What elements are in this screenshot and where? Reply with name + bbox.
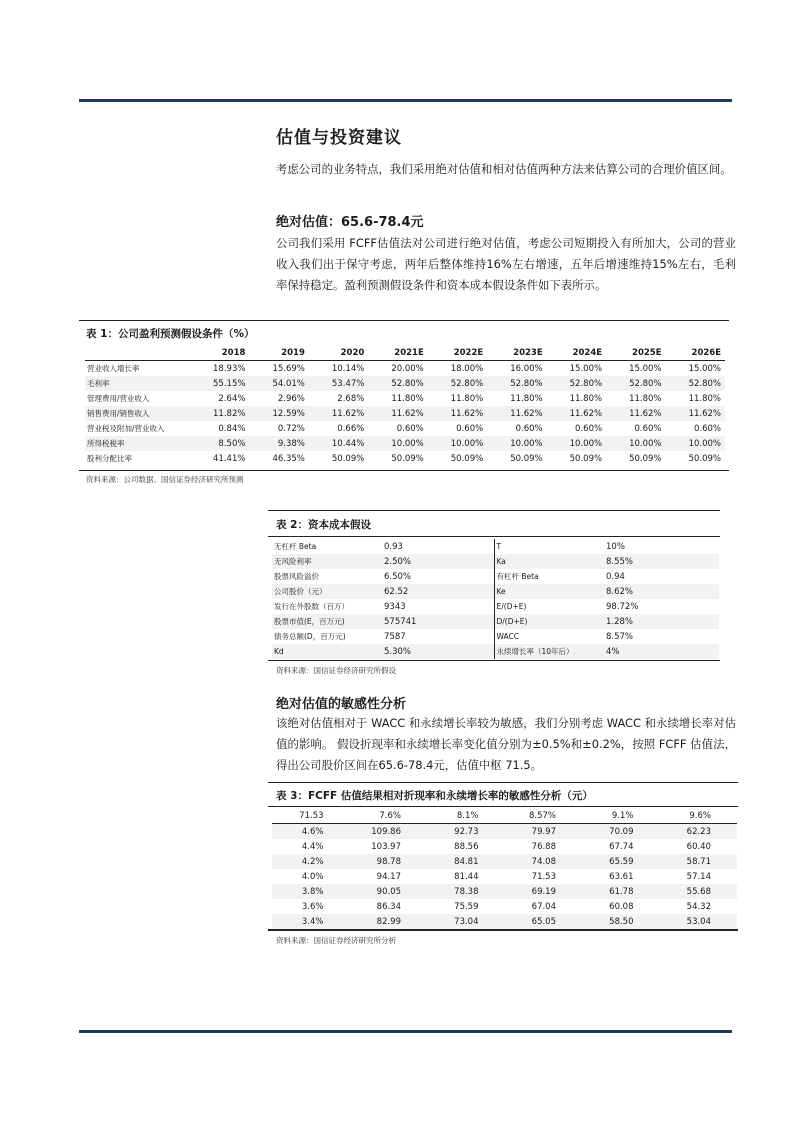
table1-top-rule <box>79 320 729 321</box>
table-row <box>272 629 719 644</box>
table-cell: 52.80% <box>368 376 427 391</box>
table-cell: 63.61 <box>609 871 634 882</box>
table-header-cell: 9.6% <box>660 808 738 824</box>
table1-header-cell: 2026E <box>666 346 726 361</box>
table-cell: 67.04 <box>531 901 556 912</box>
table-cell: 98.78 <box>350 854 428 869</box>
table-cell: 62.23 <box>660 824 738 840</box>
param-name: WACC <box>496 632 519 641</box>
table-cell: 12.59% <box>249 406 308 421</box>
table-cell: 75.59 <box>454 901 479 912</box>
table-cell: 94.17 <box>376 871 401 882</box>
param-name: E/(D+E) <box>496 602 527 611</box>
param-name: Ka <box>494 554 604 569</box>
table-cell: 10.00% <box>666 436 726 451</box>
table-header-row <box>272 808 737 824</box>
table-header-cell: 9.1% <box>582 808 660 824</box>
table-cell: 8.50% <box>190 436 249 451</box>
table-cell: 3.4% <box>272 914 350 929</box>
table-cell: 50.09% <box>331 453 365 464</box>
table-header-cell: 8.1% <box>427 808 505 824</box>
param-name: 公司股价（元） <box>272 584 382 599</box>
table-cell: 57.14 <box>686 871 711 882</box>
param-value: 62.52 <box>382 584 494 599</box>
param-value: 7587 <box>382 629 494 644</box>
table-row <box>85 376 725 391</box>
table-row <box>272 599 719 614</box>
param-name: 永续增长率（10年后） <box>494 644 604 659</box>
table-row <box>272 614 719 629</box>
row-label: 股利分配比率 <box>87 454 132 463</box>
table-cell: 76.88 <box>531 841 556 852</box>
table2-caption: 表 2：资本成本假设 <box>276 519 371 531</box>
table-cell: 11.62% <box>309 406 368 421</box>
param-value: 8.62% <box>604 584 719 599</box>
table-row <box>85 436 725 451</box>
param-name: Kd <box>272 644 382 659</box>
table-cell: 0.60% <box>634 423 662 434</box>
table-cell: 10.44% <box>309 436 368 451</box>
table-cell: 82.99 <box>350 914 428 929</box>
param-value: 0.94 <box>606 571 625 582</box>
table-cell: 11.62% <box>547 406 606 421</box>
row-label: 所得税税率 <box>85 436 190 451</box>
param-value: 1.28% <box>604 614 719 629</box>
table-cell: 70.09 <box>582 824 660 840</box>
row-label: 营业收入增长率 <box>87 364 140 373</box>
table-row <box>85 421 725 436</box>
intro-paragraph: 考虑公司的业务特点，我们采用绝对估值和相对估值两种方法来估算公司的合理价值区间。 <box>276 162 732 176</box>
table-row <box>272 824 737 840</box>
param-value: 6.50% <box>382 569 494 584</box>
table-cell: 55.68 <box>660 884 738 899</box>
row-label: 毛利率 <box>85 376 190 391</box>
table-cell: 71.53 <box>531 871 556 882</box>
table-cell: 10.00% <box>606 436 665 451</box>
profit-forecast-table <box>85 346 725 466</box>
param-name: 发行在外股数（百万） <box>274 602 349 611</box>
table-row <box>272 899 737 914</box>
abs-valuation-title: 绝对估值：65.6-78.4元 <box>276 215 424 230</box>
param-value: 5.30% <box>382 644 494 659</box>
table-cell: 52.80% <box>547 376 606 391</box>
table-cell: 50.09% <box>450 453 484 464</box>
table-cell: 73.04 <box>427 914 505 929</box>
table-cell: 53.47% <box>309 376 368 391</box>
table-cell: 2.96% <box>277 393 305 404</box>
table-cell: 15.00% <box>569 363 603 374</box>
table-cell: 4.2% <box>272 854 350 869</box>
table-row <box>272 554 719 569</box>
table-cell: 52.80% <box>606 376 665 391</box>
param-name: D/(D+E) <box>494 614 604 629</box>
table-cell: 11.80% <box>629 393 662 404</box>
table-cell: 74.08 <box>505 854 583 869</box>
sensitivity-paragraph: 该绝对估值相对于 WACC 和永续增长率较为敏感，我们分别考虑 WACC 和永续增长率对估值的影响。 假设折现率和永续增长率变化值分别为±0.5%和±0.2%，按照 FCFF 估值法，得出公司股价区间在65.6-78.4元，估值中枢 71.5。 <box>276 716 736 772</box>
sensitivity-table <box>272 808 737 929</box>
table-row <box>85 391 725 406</box>
table-header-cell: 7.6% <box>350 808 428 824</box>
table2-caption-rule <box>268 536 720 537</box>
table-row <box>272 569 719 584</box>
table-row <box>272 884 737 899</box>
table-cell: 11.80% <box>510 393 543 404</box>
param-value: 0.93 <box>382 539 494 554</box>
table-cell: 16.00% <box>510 363 543 374</box>
table-cell: 20.00% <box>391 363 424 374</box>
table-row <box>272 839 737 854</box>
table-cell: 65.05 <box>505 914 583 929</box>
param-name: 有杠杆 Beta <box>496 572 539 581</box>
param-value: 4% <box>604 644 719 659</box>
table-cell: 0.60% <box>693 423 721 434</box>
param-value: 575741 <box>382 614 494 629</box>
table-cell: 78.38 <box>427 884 505 899</box>
table-cell: 15.00% <box>688 363 721 374</box>
param-value: 10% <box>606 541 625 552</box>
table1-header-cell: 2022E <box>428 346 487 361</box>
table3-top-rule <box>268 782 738 783</box>
row-label: 营业税及附加/营业收入 <box>87 424 165 433</box>
table-cell: 54.01% <box>249 376 308 391</box>
table-cell: 11.62% <box>666 406 726 421</box>
table1-caption: 表 1：公司盈利预测假设条件（%） <box>86 328 255 340</box>
table-cell: 41.41% <box>213 453 246 464</box>
table-cell: 11.80% <box>450 393 484 404</box>
table-cell: 109.86 <box>350 824 428 840</box>
table-cell: 50.09% <box>510 453 543 464</box>
table-cell: 0.60% <box>456 423 484 434</box>
table-cell: 79.97 <box>505 824 583 840</box>
table-row <box>85 361 725 377</box>
param-name: 股票风险溢价 <box>274 572 319 581</box>
table-cell: 11.82% <box>190 406 249 421</box>
table3-caption-rule <box>268 806 738 807</box>
table-cell: 54.32 <box>686 901 711 912</box>
table-cell: 46.35% <box>272 453 305 464</box>
table-cell: 4.4% <box>301 841 324 852</box>
table-row <box>272 869 737 884</box>
table-cell: 11.80% <box>688 393 721 404</box>
table-row <box>272 854 737 869</box>
table-cell: 60.40 <box>686 841 711 852</box>
table-cell: 10.00% <box>428 436 487 451</box>
table-cell: 15.69% <box>272 363 305 374</box>
table1-header-cell: 2019 <box>249 346 308 361</box>
table1-bottom-rule <box>79 470 729 471</box>
param-value: 8.57% <box>606 631 634 642</box>
table-cell: 2.68% <box>337 393 365 404</box>
table-cell: 0.60% <box>575 423 603 434</box>
table1-header-cell: 2018 <box>190 346 249 361</box>
table1-header-cell: 2020 <box>309 346 368 361</box>
table-cell: 10.00% <box>368 436 427 451</box>
table3-source: 资料来源：国信证券经济研究所分析 <box>276 936 396 945</box>
table-cell: 2.64% <box>218 393 246 404</box>
table-cell: 11.80% <box>569 393 603 404</box>
table-cell: 4.6% <box>272 824 350 840</box>
table-row <box>272 584 719 599</box>
param-name: 股票市值(E，百万元) <box>272 614 382 629</box>
table-cell: 0.60% <box>515 423 543 434</box>
table2-bottom-rule <box>268 660 720 661</box>
table-cell: 65.59 <box>582 854 660 869</box>
table-cell: 103.97 <box>371 841 401 852</box>
table-row <box>272 539 719 554</box>
table-cell: 61.78 <box>582 884 660 899</box>
table-cell: 52.80% <box>666 376 726 391</box>
param-value: 8.55% <box>604 554 719 569</box>
param-value: 98.72% <box>606 601 639 612</box>
table-row <box>272 644 719 659</box>
param-name: 债务总额(D，百万元) <box>274 632 346 641</box>
table-cell: 86.34 <box>376 901 401 912</box>
table1-header-cell: 2023E <box>487 346 546 361</box>
table-cell: 50.09% <box>629 453 662 464</box>
param-name: T <box>496 542 502 551</box>
table-cell: 10.00% <box>487 436 546 451</box>
table-cell: 92.73 <box>427 824 505 840</box>
table3-bottom-rule <box>268 929 738 931</box>
table1-header-cell: 2024E <box>547 346 606 361</box>
section-title: 估值与投资建议 <box>276 128 402 148</box>
table-cell: 60.08 <box>609 901 634 912</box>
table-cell: 50.09% <box>688 453 721 464</box>
table-cell: 0.60% <box>396 423 424 434</box>
param-value: 2.50% <box>382 554 494 569</box>
table-cell: 4.0% <box>301 871 324 882</box>
table-cell: 11.62% <box>606 406 665 421</box>
capital-cost-table <box>272 539 719 659</box>
table3-caption: 表 3：FCFF 估值结果相对折现率和永续增长率的敏感性分析（元） <box>276 790 593 802</box>
table-cell: 50.09% <box>391 453 424 464</box>
row-label: 管理费用/营业收入 <box>87 394 150 403</box>
table1-header-cell: 2021E <box>368 346 427 361</box>
table-cell: 58.50 <box>582 914 660 929</box>
table-header-cell: 8.57% <box>505 808 583 824</box>
table-row <box>85 451 725 466</box>
table1-source: 资料来源：公司数据、国信证券经济研究所预测 <box>86 475 244 484</box>
table1-header-cell: 2025E <box>606 346 665 361</box>
table-cell: 3.6% <box>301 901 324 912</box>
table-cell: 3.8% <box>272 884 350 899</box>
table-cell: 58.71 <box>660 854 738 869</box>
table2-top-rule <box>268 510 720 511</box>
table-cell: 52.80% <box>428 376 487 391</box>
table2-source: 资料来源：国信证券经济研究所假设 <box>276 666 396 675</box>
table-cell: 81.44 <box>454 871 479 882</box>
table-cell: 9.38% <box>249 436 308 451</box>
table-cell: 55.15% <box>190 376 249 391</box>
table-cell: 10.14% <box>331 363 365 374</box>
table-cell: 50.09% <box>569 453 603 464</box>
top-rule <box>79 99 732 102</box>
table-cell: 84.81 <box>427 854 505 869</box>
param-value: 9343 <box>382 599 494 614</box>
table-cell: 67.74 <box>609 841 634 852</box>
table-cell: 88.56 <box>454 841 479 852</box>
table-cell: 11.62% <box>487 406 546 421</box>
table-row <box>85 406 725 421</box>
param-name: 无风险利率 <box>272 554 382 569</box>
table-cell: 0.72% <box>277 423 305 434</box>
table-header-cell: 71.53 <box>272 808 350 824</box>
param-name: Ke <box>494 584 604 599</box>
table-cell: 18.93% <box>213 363 246 374</box>
row-label: 销售费用/销售收入 <box>85 406 190 421</box>
abs-valuation-paragraph: 公司我们采用 FCFF估值法对公司进行绝对估值，考虑公司短期投入有所加大，公司的营业收入我们出于保守考虑，两年后整体维持16%左右增速，五年后增速维持15%左右，毛利率保持稳定。盈利预测假设条件和资本成本假设条件如下表所示。 <box>276 236 736 292</box>
table-cell: 52.80% <box>487 376 546 391</box>
table-cell: 11.62% <box>428 406 487 421</box>
bottom-rule <box>79 1030 732 1033</box>
table-row <box>272 914 737 929</box>
table-cell: 53.04 <box>660 914 738 929</box>
table-cell: 11.62% <box>368 406 427 421</box>
table-cell: 18.00% <box>450 363 484 374</box>
table-cell: 0.84% <box>218 423 246 434</box>
table-cell: 69.19 <box>505 884 583 899</box>
param-name: 无杠杆 Beta <box>274 542 317 551</box>
table-cell: 10.00% <box>547 436 606 451</box>
sensitivity-title: 绝对估值的敏感性分析 <box>276 697 407 712</box>
table-cell: 90.05 <box>350 884 428 899</box>
table1-header-cell <box>85 346 190 361</box>
table-cell: 15.00% <box>629 363 662 374</box>
table-cell: 11.80% <box>391 393 424 404</box>
table-cell: 0.66% <box>337 423 365 434</box>
